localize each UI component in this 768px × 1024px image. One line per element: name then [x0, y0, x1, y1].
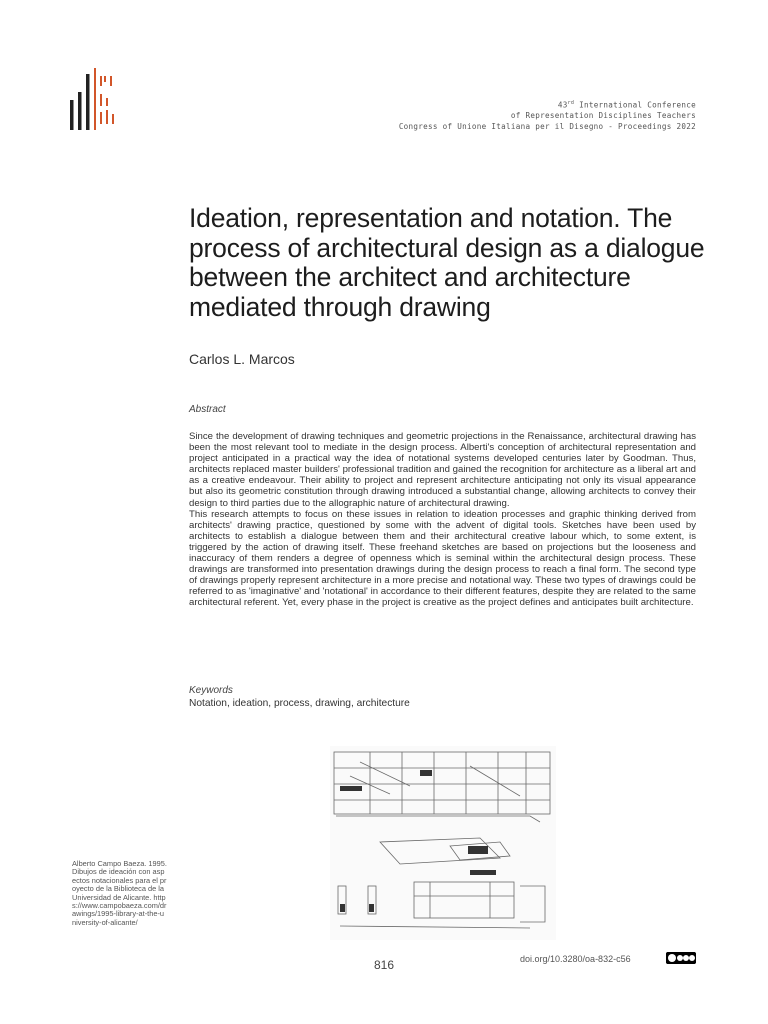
doi-link[interactable]: doi.org/10.3280/oa-832-c56: [520, 954, 631, 964]
page-number: 816: [373, 958, 395, 972]
uid-logo-icon: [70, 68, 136, 130]
architectural-sketch-figure: [330, 746, 556, 940]
paper-title: Ideation, representation and notation. The process of architectural design as a dialogue between the architect and architecture mediated through drawing: [189, 203, 705, 322]
keywords-text: Notation, ideation, process, drawing, architecture: [189, 698, 410, 709]
cc-by-nc-nd-icon: [666, 952, 696, 964]
figure-caption: Alberto Campo Baeza. 1995. Dibujos de ideación con aspectos notacionales para el proyecto de la Biblioteca de la Universidad de Alicante. https://www.campobaeza.com/drawings/1995-library-at-the-university-of-alicante/: [72, 859, 167, 927]
author-name: Carlos L. Marcos: [189, 351, 295, 367]
abstract-body: [189, 431, 696, 609]
abstract-paragraph-2: This research attempts to focus on these issues in relation to ideation processes and graphic thinking derived from architects' drawing practice, questioned by some with the advent of digital tools. Sketches have been used by architects to establish a dialogue between them and their architectural creative labour which, to some extent, is triggered by the action of drawing itself. These freehand sketches are based on projections but the looseness and inaccuracy of them renders a degree of openness which is seminal within the architectural design process. These drawings are transformed into presentation drawings during the design process to reach a final form. The second type of drawings properly represent architecture in a more precise and notational way. These two types of drawings could be referred to as 'imaginative' and 'notational' in accordance to their different features, despite they are related to the same architectural referent. Yet, every phase in the project is creative as the project defines and anticipates built architecture.: [189, 508, 696, 609]
keywords-label: Keywords: [189, 685, 233, 696]
abstract-paragraph-1: Since the development of drawing techniques and geometric projections in the Renaissance, architectural drawing has been the most relevant tool to mediate in the design process. Alberti's conception of architectural representation and project anticipated in a practical way the idea of notational systems developed centuries later by Goodman. Thus, architects replaced master builders' professional tradition and gained the recognition for architecture as a liberal art and as a creative endeavour. Their ability to project and represent architecture anticipating not only its visual appearance but also its geometric constitution through drawing introduced a substantial change, allowing architects to convey their design to third parties due to the allographic nature of architectural drawing.: [189, 431, 696, 509]
abstract-label: Abstract: [189, 404, 226, 415]
conference-header: 43rd International Conference of Representation Disciplines Teachers Congress of Unione Italiana per il Disegno - Proceedings 2022: [398, 100, 696, 131]
